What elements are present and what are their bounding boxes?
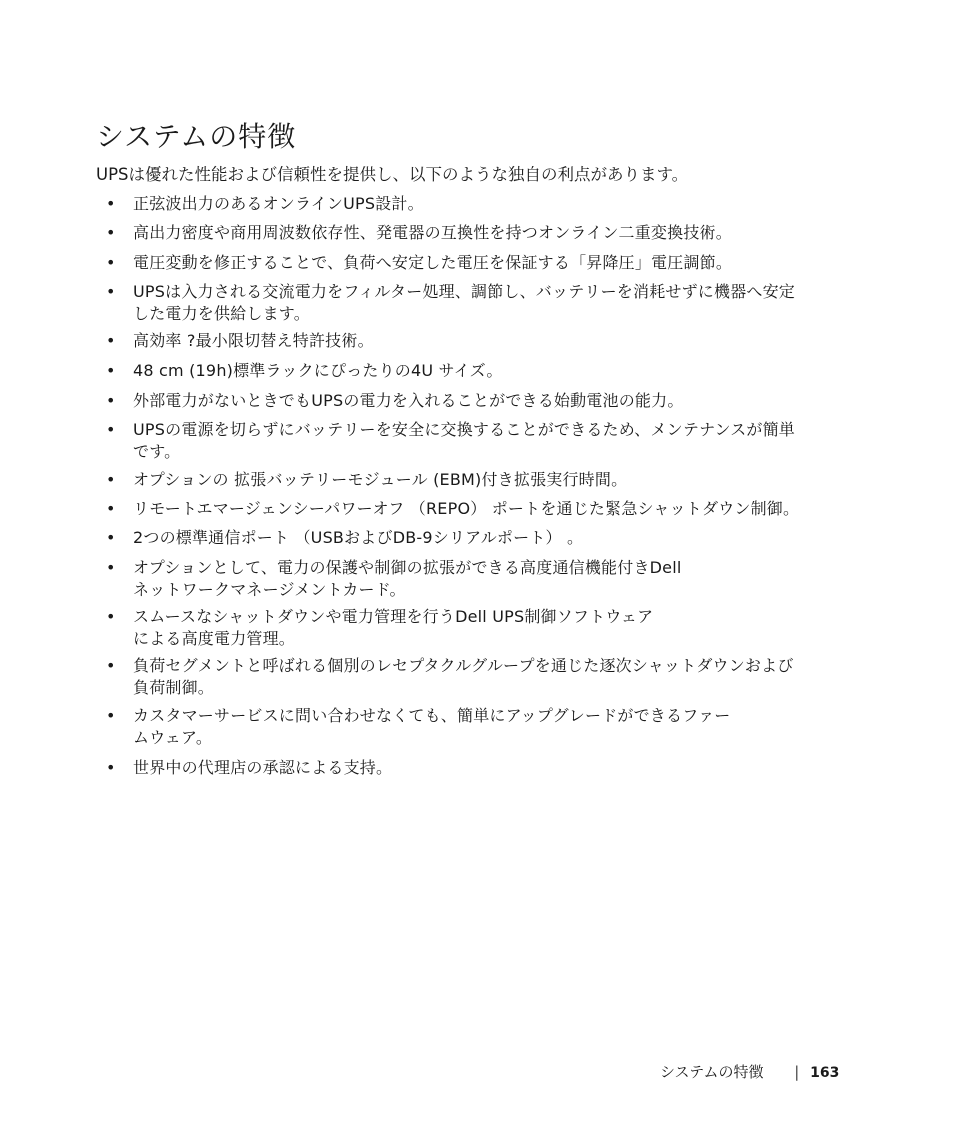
feature-text	[133, 655, 794, 699]
feature-text	[133, 557, 682, 601]
feature-item	[106, 705, 866, 749]
feature-text-line: 負荷セグメントと呼ばれる個別のレセプタクルグループを通じた逐次シャットダウンおよび	[133, 656, 794, 675]
feature-item	[106, 757, 866, 779]
feature-text-line: 48 cm (19h)標準ラックにぴったりの4U サイズ。	[133, 361, 503, 380]
bullet-marker: •	[106, 391, 116, 410]
feature-text-line: オプションの 拡張バッテリーモジュール (EBM)付き拡張実行時間。	[133, 470, 628, 489]
feature-item	[106, 419, 866, 463]
feature-item	[106, 557, 866, 601]
bullet-marker: •	[106, 758, 116, 777]
feature-item	[106, 527, 866, 549]
bullet-marker: •	[106, 470, 116, 489]
bullet-marker: •	[106, 656, 116, 675]
feature-item	[106, 222, 866, 244]
feature-text-line: ネットワークマネージメントカード。	[133, 580, 406, 599]
feature-text-line: リモートエマージェンシーパワーオフ （REPO） ポートを通じた緊急シャットダウン制御。	[133, 499, 800, 518]
bullet-marker: •	[106, 223, 116, 242]
feature-item	[106, 606, 866, 650]
feature-text	[133, 252, 732, 274]
feature-item	[106, 360, 866, 382]
feature-text-line: カスタマーサービスに問い合わせなくても、簡単にアップグレードができるファー	[133, 706, 731, 725]
feature-text-line: です。	[133, 442, 181, 461]
bullet-marker: •	[106, 420, 116, 439]
page-number: 163	[810, 1065, 840, 1081]
footer-separator: |	[794, 1063, 800, 1081]
feature-text-line: UPSの電源を切らずにバッテリーを安全に交換することができるため、メンテナンスが簡単	[133, 420, 795, 439]
feature-text-line: による高度電力管理。	[133, 629, 296, 648]
feature-text	[133, 757, 392, 779]
bullet-marker: •	[106, 607, 116, 626]
feature-text-line: 2つの標準通信ポート （USBおよびDB-9シリアルポート） 。	[133, 528, 584, 547]
bullet-marker: •	[106, 361, 116, 380]
feature-text	[133, 222, 732, 244]
feature-item	[106, 655, 866, 699]
bullet-marker: •	[106, 282, 116, 301]
bullet-marker: •	[106, 706, 116, 725]
feature-text	[133, 527, 583, 549]
feature-text-line: 負荷制御。	[133, 678, 215, 697]
feature-item	[106, 390, 866, 412]
bullet-marker: •	[106, 558, 116, 577]
feature-text	[133, 281, 795, 325]
footer-section-label: システムの特徴	[660, 1063, 764, 1081]
feature-text	[133, 330, 374, 352]
feature-text-line: 高出力密度や商用周波数依存性、発電器の互換性を持つオンライン二重変換技術。	[133, 223, 732, 242]
feature-text-line: スムースなシャットダウンや電力管理を行うDell UPS制御ソフトウェア	[133, 607, 654, 626]
bullet-marker: •	[106, 253, 116, 272]
bullet-marker: •	[106, 194, 116, 213]
page-title: システムの特徴	[96, 120, 297, 153]
feature-text-line: 電圧変動を修正することで、負荷へ安定した電圧を保証する「昇降圧」電圧調節。	[133, 253, 733, 272]
feature-text-line: 世界中の代理店の承認による支持。	[133, 758, 393, 777]
feature-item	[106, 469, 866, 491]
feature-item	[106, 498, 866, 520]
feature-item	[106, 193, 866, 215]
feature-text-line: 正弦波出力のあるオンラインUPS設計。	[133, 194, 424, 213]
bullet-marker: •	[106, 499, 116, 518]
feature-text	[133, 498, 799, 520]
feature-text-line: ムウェア。	[133, 728, 213, 747]
feature-text	[133, 469, 627, 491]
feature-text-line: オプションとして、電力の保護や制御の拡張ができる高度通信機能付きDell	[133, 558, 682, 577]
feature-text	[133, 606, 653, 650]
feature-text	[133, 360, 503, 382]
feature-text-line: UPSは入力される交流電力をフィルター処理、調節し、バッテリーを消耗せずに機器へ安定	[133, 282, 795, 301]
feature-text	[133, 390, 684, 412]
feature-item	[106, 330, 866, 352]
feature-item	[106, 281, 866, 325]
bullet-marker: •	[106, 528, 116, 547]
feature-text	[133, 193, 424, 215]
feature-item	[106, 252, 866, 274]
feature-text-line: 外部電力がないときでもUPSの電力を入れることができる始動電池の能力。	[133, 391, 684, 410]
intro-paragraph: UPSは優れた性能および信頼性を提供し、以下のような独自の利点があります。	[96, 165, 689, 184]
bullet-marker: •	[106, 331, 116, 350]
feature-text	[133, 419, 795, 463]
page-footer	[660, 1060, 839, 1085]
feature-text	[133, 705, 730, 749]
feature-text-line: した電力を供給します。	[133, 304, 310, 323]
feature-text-line: 高効率 ?最小限切替え特許技術。	[133, 331, 374, 350]
